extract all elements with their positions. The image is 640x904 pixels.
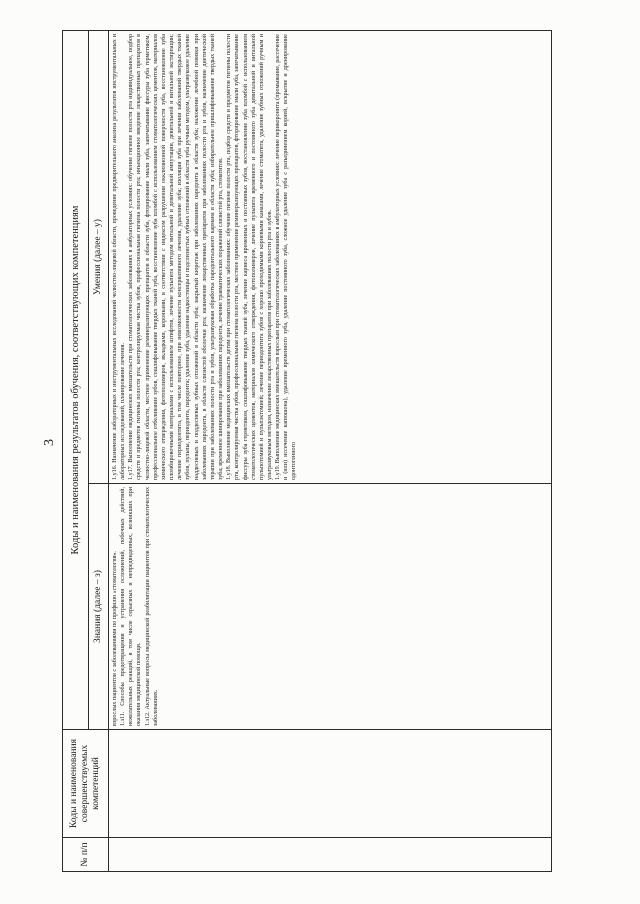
skill-item: 1.у19. Выполнение медицинских вмешательств взрослым при стоматологических заболеваниях в амбулаторных условиях: лечение перикоронита (промывание, рассечение и (или) иссечение капюшона), удаление временного зуба, удаление постоянного зуба, сложное удаление зуба с разъединением корней, вскрытие и дренирование одонтогенного [275, 34, 298, 480]
header-competency-code: Коды и наименования совершенствуемых компетенций [63, 730, 109, 838]
header-results-group: Коды и наименования результатов обучения, соответствующих компетенциям [63, 31, 89, 730]
table-row [109, 31, 552, 872]
header-number: № п/п [63, 838, 109, 872]
knowledge-item: 1.з11. Способы предотвращения и устранения осложнений, побочных действий, нежелательных реакций, в том числе серьезных и непредвиденных, возникших при оказании медицинской помощи. [120, 487, 143, 726]
knowledge-item: взрослых пациентов с заболеваниями по профилю «стоматология». [112, 551, 118, 726]
header-skills: Умения (далее – у) [89, 31, 109, 484]
header-knowledge: Знания (далее – з) [89, 484, 109, 730]
skill-item: 1.у18. Выполнение медицинских вмешательств детям при стоматологических заболеваниях: обучение гигиене полости рта, подбор средств и предметов гигиены полости рта, контролируемая чистка зубов, профессиональная гигиена полости рта, местное применение реминерализующих препаратов, фторирование эмали зуба, запечатывание фиссуры зуба герметиком, сошлифовывание твердых тканей зуба, лечение кариеса временных и постоянных зубов, восстановление зуба пломбой с использованием стоматологических цементов, материалов химического отверждения, фотополимеров, лечение пульпита временного и постоянного зуба девитальной и витальной пульпотомией и пульпэктомией; лечение периодонтита зубов с хорошо проходимыми корневыми каналами, лечение стоматита, удаление зубных отложений ручным и ультразвуковым методом, назначение лекарственных препаратов при заболеваниях полости рта и зубов. [226, 34, 273, 480]
competency-table [62, 30, 552, 872]
skill-item: 1.у16. Назначение лабораторных и инструментальных исследований челюстно-лицевой области, проведение предварительного анализа результатов инструментальных и лабораторных исследований, планирование лечения. [112, 34, 127, 480]
cell-competency-code [109, 730, 552, 838]
knowledge-text [111, 487, 160, 726]
table-header-row [63, 31, 89, 872]
cell-skills [109, 31, 552, 484]
cell-knowledge [109, 484, 552, 730]
cell-number [109, 838, 552, 872]
knowledge-item: 1.з12. Актуальные вопросы медицинской реабилитации пациентов при стоматологических заболеваниях. [144, 487, 159, 726]
skill-item: 1.у17. Выполнение медицинских вмешательств при стоматологических заболеваниях в амбулаторных условиях: обучение гигиене полости рта индивидуальное, подбор средств и предметов гигиены полости рта; контролируемая чистка зубов, профессиональная гигиена полости рта; инъекционное введение лекарственных препаратов в челюстно-лицевой области, местное применение реминерализующих препаратов в области зуба, фторирование эмали зуба, запечатывание фиссуры зуба герметиком, профессиональное отбеливание зубов, сошлифовывание твердых тканей зуба, восстановление зуба пломбой с использованием стоматологических цементов, материалов химического отверждения, фотополимеров, вкладками, коронками, в соответствии с индексом разрушения окклюзионной поверхности зуба, восстановление зуба пломбировочными материалами с использованием штифтов, лечение пульпита методом витальной и девитальной ампутации, девитальной и витальной экстирпации; лечение периодонтита, в том числе повторное, при невозможности консервативного лечения, удаление зуба; изоляция зуба при лечении заболеваний твердых тканей зубов, пульпы, периодонта, пародонта; удаление зуба, удаление надкостницы и подслизистых зубных отложений в области зуба ручным методом, ультразвуковое удаление наддесневых и поддесневых зубных отложений в области зуба; закрытый кюретаж при заболеваниях пародонта в области зуба; наложение лечебной повязки при заболеваниях пародонта, в области слизистой оболочки рта; назначение лекарственных препаратов при заболеваниях полости рта и зубов, назначение диетической терапии при заболеваниях полости рта и зубов, ультразвуковая обработка пародонтального кармана в области зуба; избирательное пришлифовывание твердых тканей зуба; временное шинирование при заболеваниях пародонта, лечение травматических поражений слизистой рта, стоматитов. [128, 34, 225, 480]
page-number: 3 [42, 439, 57, 446]
competency-table-sheet [62, 30, 552, 872]
skills-text [111, 34, 299, 480]
